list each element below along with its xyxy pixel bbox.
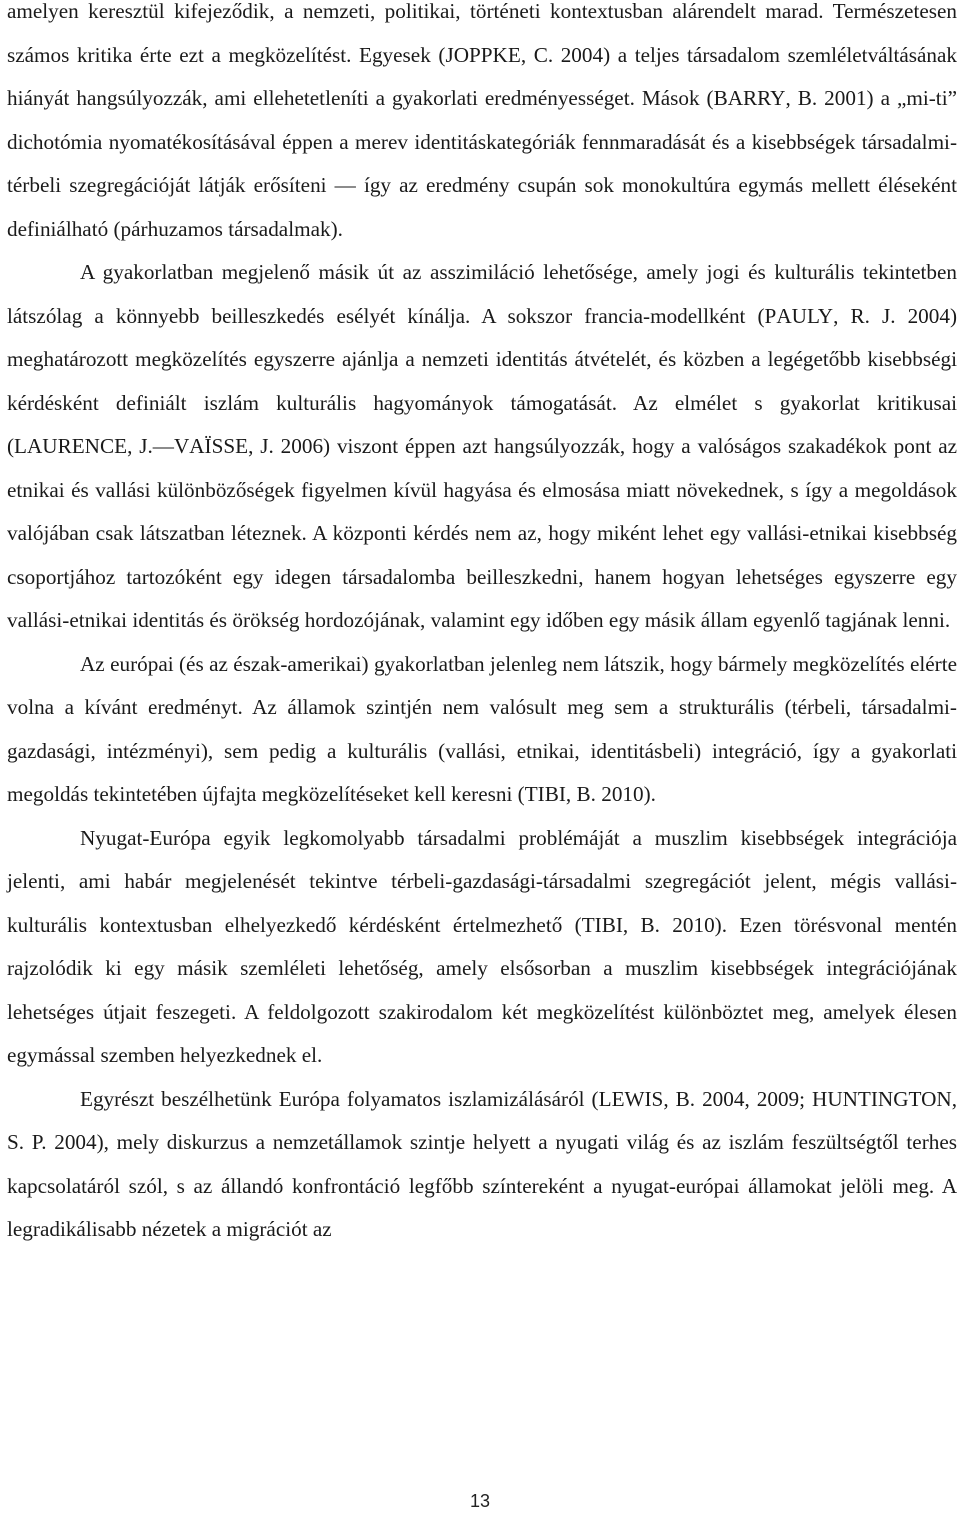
- text-run: Az európai (és az észak-amerikai) gyakorlatban jelenleg nem látszik, hogy bármely megközelítés elérte volna a kívánt eredményt. Az államok szintjén nem valósult meg sem a strukturális (térbeli, társadalmi-gazdasági, intézményi), sem pedig a kulturális (vallási, etnikai, identitásbeli) integráció, így a gyakorlati megoldás tekintetében újfajta megközelítéseket kell keresni (T: [7, 651, 957, 806]
- author-name-small-caps: AURENCE: [27, 434, 128, 458]
- text-run: Egyrészt beszélhetünk Európa folyamatos iszlamizálásáról (L: [80, 1086, 612, 1111]
- text-run: , R. J. 2004) meghatározott megközelítés egyszerre ajánlja a nemzeti identitás átvételét, és közben a legégetőbb kisebbségi kérdésként definiált iszlám kulturális hagyományok támogatását. Az elmélet s gyakorlat kritikusai (L: [7, 303, 958, 458]
- text-run: Nyugat-Európa egyik legkomolyabb társadalmi problémáját a muszlim kisebbségek integrációja jelenti, ami habár megjelenését tekintve térbeli-gazdasági-társadalmi szegregációt jelent, mégis vallási-kulturális kontextusban elhelyezkedő kérdésként értelmezhető (T: [7, 825, 957, 937]
- author-name-small-caps: IBI: [537, 782, 566, 806]
- text-run: , C. 2004) a teljes társadalom szemléletváltásának hiányát hangsúlyozzák, ami ellehetetleníti a gyakorlati eredményességet. Mások (B: [7, 42, 957, 110]
- author-name-small-caps: AULY: [776, 303, 834, 328]
- text-run: A gyakorlatban megjelenő másik út az asszimiláció lehetősége, amely jogi és kulturális tekintetben látszólag a könnyebb beilleszkedés esélyét kínálja. A sokszor francia-modellként (P: [7, 260, 957, 328]
- author-name-small-caps: AÏSSE: [189, 434, 249, 458]
- text-run: amelyen keresztül kifejeződik, a nemzeti, politikai, történeti kontextusban alárendelt marad. Természetesen számos kritika érte ezt a megközelítést. Egyesek (J: [7, 0, 957, 67]
- author-name-small-caps: ARRY: [727, 86, 786, 110]
- text-run: , S. P. 2004), mely diskurzus a nemzetállamok szintje helyett a nyugati világ és az iszlám feszültségtől terhes kapcsolatáról szól, s az állandó konfrontáció legfőbb színtereként a nyugat-európai államokat jelöli meg. A legradikálisabb nézetek a migrációt az: [7, 1086, 957, 1241]
- paragraph: [7, 251, 957, 643]
- paragraph: [7, 0, 957, 251]
- text-run: , B. 2001) a „mi-ti” dichotómia nyomatékosításával éppen a merev identitáskategóriák fennmaradását és a kisebbségek társadalmi-térbeli szegregációját látják erősíteni ― így az eredmény csupán sok monokultúra egymás mellett éléseként definiálható (párhuzamos társadalmak).: [7, 86, 957, 241]
- paragraph: [7, 643, 957, 817]
- document-body: [7, 0, 957, 1252]
- text-run: , B. 2004, 2009; H: [663, 1086, 828, 1111]
- author-name-small-caps: UNTINGTON: [827, 1086, 952, 1111]
- author-name-small-caps: OPPKE: [453, 42, 521, 67]
- author-name-small-caps: EWIS: [611, 1086, 664, 1111]
- paragraph: [7, 817, 957, 1078]
- text-run: , J.―V: [127, 434, 190, 458]
- page-number: 13: [469, 1491, 491, 1511]
- author-name-small-caps: IBI: [594, 912, 623, 937]
- text-run: , B. 2010). Ezen törésvonal mentén rajzolódik ki egy másik szemléleti lehetőség, amely elsősorban a muszlim kisebbségek integrációjának lehetséges útjait feszegeti. A feldolgozott szakirodalom két megközelítést különböztet meg, amelyek élesen egymással szemben helyezkednek el.: [7, 912, 957, 1067]
- paragraph: [7, 1078, 957, 1252]
- text-run: , J. 2006) viszont éppen azt hangsúlyozzák, hogy a valóságos szakadékok pont az etnikai és vallási különbözőségek figyelmen kívül hagyása és elmosása miatt növekednek, s így a megoldások valójában csak látszatban léteznek. A központi kérdés nem az, hogy miként lehet egy vallási-etnikai kisebbség csoportjához tartozóként egy idegen társadalomba beilleszkedni, hanem hogyan lehetséges egyszerre egy vallási-etnikai identitás és örökség hordozójának, valamint egy időben egy másik állam egyenlő tagjának lenni.: [7, 434, 957, 632]
- text-run: , B. 2010).: [565, 782, 656, 806]
